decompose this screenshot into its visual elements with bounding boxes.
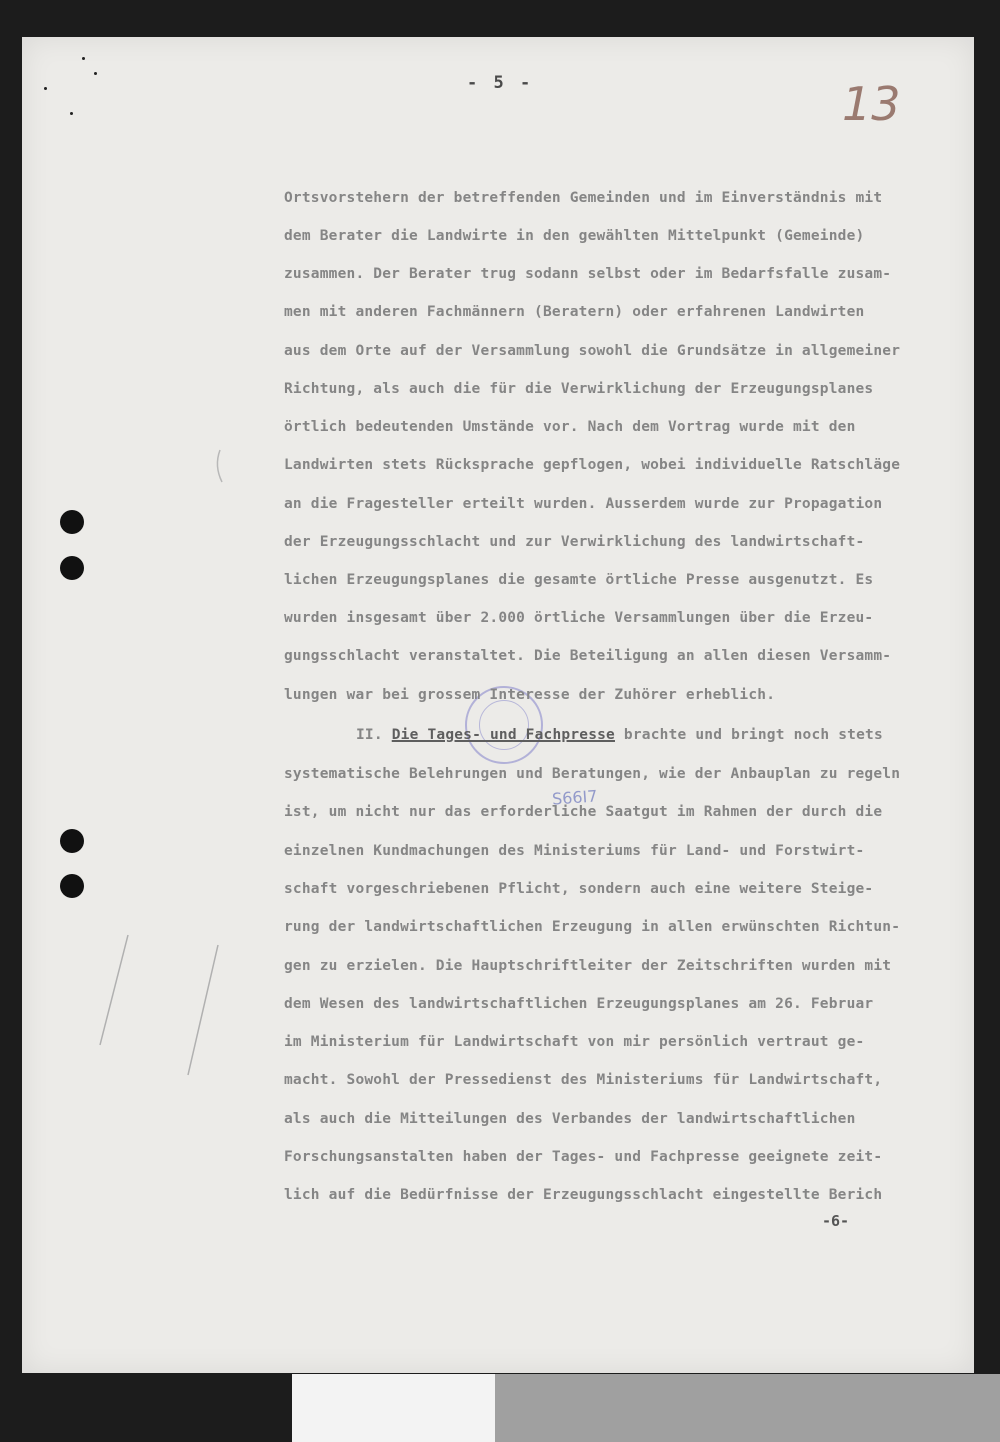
section-first-line-rest: brachte und bringt noch stets — [614, 727, 883, 743]
text-line: dem Berater die Landwirte in den gewählten Mittelpunkt (Gemeinde) — [284, 228, 865, 244]
text-line: ist, um nicht nur das erforderliche Saatgut im Rahmen der durch die — [284, 804, 883, 820]
text-line: systematische Belehrungen und Beratungen, wie der Anbauplan zu regeln — [284, 766, 901, 782]
text-line: schaft vorgeschriebenen Pflicht, sondern auch eine weitere Steige- — [284, 881, 874, 897]
text-line: men mit anderen Fachmännern (Beratern) oder erfahrenen Landwirten — [284, 304, 865, 320]
text-line: zusammen. Der Berater trug sodann selbst oder im Bedarfsfalle zusam- — [284, 266, 892, 282]
text-line: wurden insgesamt über 2.000 örtliche Versammlungen über die Erzeu- — [284, 610, 874, 626]
text-line: Landwirten stets Rücksprache gepflogen, wobei individuelle Ratschläge — [284, 457, 901, 473]
text-line: gen zu erzielen. Die Hauptschriftleiter der Zeitschriften wurden mit — [284, 958, 892, 974]
text-line: Richtung, als auch die für die Verwirklichung der Erzeugungsplanes — [284, 381, 874, 397]
stamp-number: S66I7 — [551, 786, 599, 809]
section-number: II. — [356, 727, 383, 743]
text-line: rung der landwirtschaftlichen Erzeugung in allen erwünschten Richtun- — [284, 919, 901, 935]
text-line: der Erzeugungsschlacht und zur Verwirklichung des landwirtschaft- — [284, 534, 865, 550]
text-line: macht. Sowohl der Pressedienst des Ministeriums für Landwirtschaft, — [284, 1072, 883, 1088]
scan-strip-grey — [495, 1374, 1000, 1442]
text-line: lungen war bei grossem Interesse der Zuhörer erheblich. — [284, 687, 776, 703]
text-line: lich auf die Bedürfnisse der Erzeugungsschlacht eingestellte Berich — [284, 1187, 883, 1203]
text-line: aus dem Orte auf der Versammlung sowohl die Grundsätze in allgemeiner — [284, 343, 901, 359]
text-line: als auch die Mitteilungen des Verbandes der landwirtschaftlichen — [284, 1111, 856, 1127]
page-number: - 5 - — [467, 73, 534, 93]
text-line: Ortsvorstehern der betreffenden Gemeinden und im Einverständnis mit — [284, 190, 883, 206]
text-line: gungsschlacht veranstaltet. Die Beteiligung an allen diesen Versamm- — [284, 648, 892, 664]
section-heading: Die Tages- und Fachpresse — [391, 727, 615, 743]
text-line: einzelnen Kundmachungen des Ministeriums für Land- und Forstwirt- — [284, 843, 865, 859]
text-line: dem Wesen des landwirtschaftlichen Erzeugungsplanes am 26. Februar — [284, 996, 874, 1012]
text-line: örtlich bedeutenden Umstände vor. Nach dem Vortrag wurde mit den — [284, 419, 856, 435]
section-first-line — [356, 727, 883, 743]
text-line: im Ministerium für Landwirtschaft von mir persönlich vertraut ge- — [284, 1034, 865, 1050]
scan-strip-white — [292, 1374, 495, 1442]
next-page-marker: -6- — [822, 1212, 850, 1230]
text-line: an die Fragesteller erteilt wurden. Ausserdem wurde zur Propagation — [284, 496, 883, 512]
text-line: Forschungsanstalten haben der Tages- und Fachpresse geeignete zeit- — [284, 1149, 883, 1165]
text-line: lichen Erzeugungsplanes die gesamte örtliche Presse ausgenutzt. Es — [284, 572, 874, 588]
handwritten-folio-number: 13 — [842, 77, 901, 131]
